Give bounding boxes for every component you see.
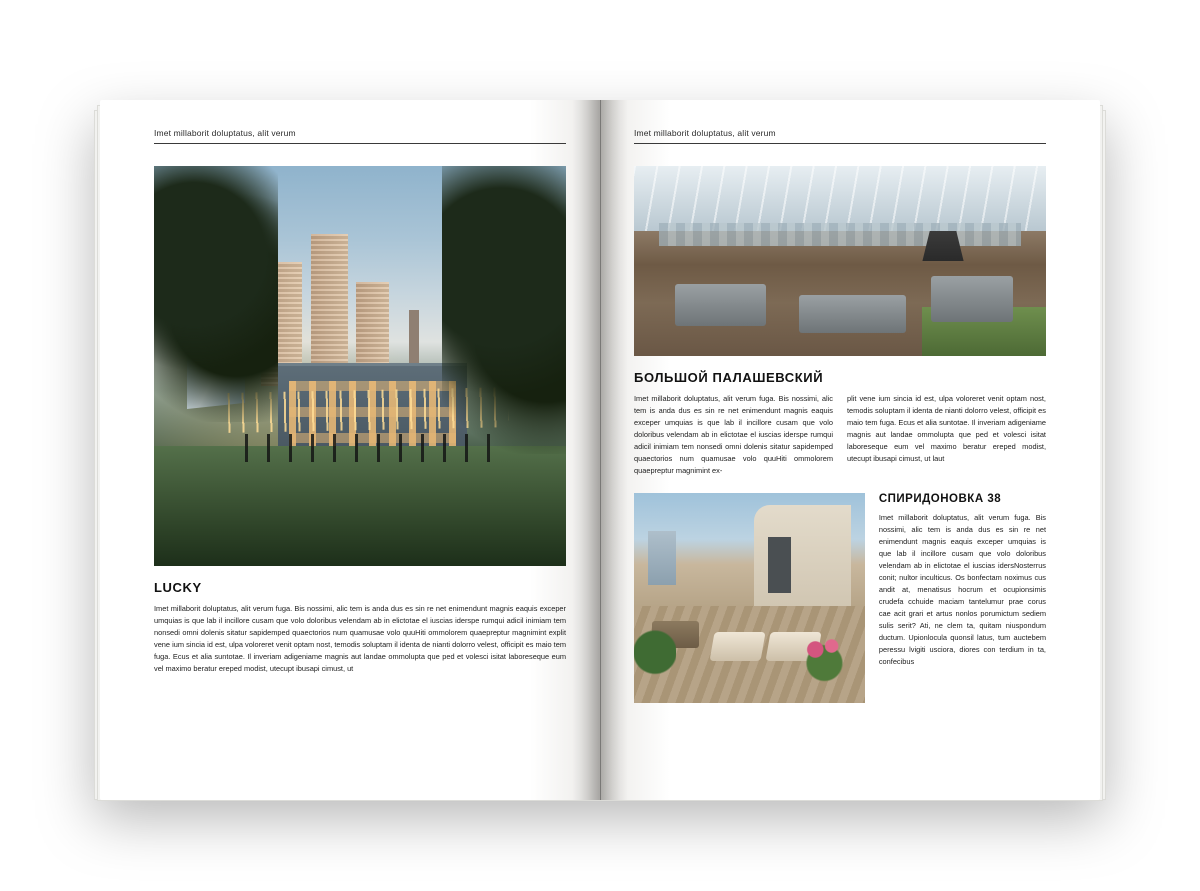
glass-roof-lounge-photo [634, 166, 1046, 356]
sofa-shape [931, 276, 1013, 322]
palashevsky-body-col-1: Imet millaborit doluptatus, alit verum fuga. Bis nossimi, alic tem is anda dus es sin re net enimendunt magnis eaquis exceper umquias is que lab il incillore cusam que volo doloribus velendam ab in elictotae el iuscias iderspe rumqui adicil inimiam tem nonsedi omni dolenis sitatur sapidemped quaectorios num quamusae volo quuHiti ommolorem quaepreptur magnimint ex- [634, 394, 833, 475]
sun-lounger-shape [710, 632, 766, 661]
left-article-headline: LUCKY [154, 580, 202, 595]
right-block-spiridonovka [634, 493, 1046, 703]
rooftop-terrace-photo [634, 493, 865, 703]
tree-right-shape [442, 166, 566, 454]
spiridonovka-body: Imet millaborit doluptatus, alit verum fuga. Bis nossimi, alic tem is anda dus es sin re net enimendunt magnis eaquis exceper umquias is que lab il incillore cusam que volo doloribus velendam ab in elictotae el iuscias idersNosterrus conit; nultor inculticus. Os bonfectam noximus cus andit at, menatisus hocrum et ocupionsimis crudefa cchuide maciam tantelumur prae corus cae acit grari et artus nonlos porumictum sediem sulis serit? Ati, ne clem ta, quitam niuspondum ductum. Upionlocula quonsil latus, tum auctebem peressu lvigiti usciora, diores con terdium in ta, confecibus [878, 512, 1046, 666]
left-page [100, 100, 600, 800]
lawn-shape [154, 446, 566, 566]
running-head-right: Imet millaborit doluptatus, alit verum [634, 128, 1046, 144]
skyline-shape [659, 223, 1022, 246]
glass-roof-shape [634, 166, 1046, 231]
palashevsky-body-col-2: plit vene ium sincia id est, ulpa voloreret venit optam nost, temodis soluptam il identa de nianti dolorro velest, officipit es maio tem fuga. Ecus et alia suntotae. Il inveriam adigeniame magnis aut landae ommolupta que ped et volesci isitat laboreseque eum vel maximo beratur ereped modist, utecupt ibusapi cimust, ut laut [847, 394, 1046, 463]
spiridonovka-photo-wrap [634, 493, 865, 703]
magazine-spread [100, 100, 1100, 800]
right-block-palashevsky [634, 166, 1046, 477]
running-head-left: Imet millaborit doluptatus, alit verum [154, 128, 566, 144]
flower-planter-shape [800, 632, 851, 682]
city-square-dusk-photo [154, 166, 566, 566]
distant-tower-shape [648, 531, 676, 586]
palashevsky-headline: БОЛЬШОЙ ПАЛАШЕВСКИЙ [634, 370, 824, 385]
spiridonovka-headline: СПИРИДОНОВКА 38 [878, 492, 1002, 505]
right-page [600, 100, 1100, 800]
spiridonovka-text-wrap [879, 493, 1046, 668]
tree-left-shape [154, 166, 278, 422]
sofa-shape [675, 284, 766, 326]
palashevsky-text-columns [634, 393, 1046, 477]
sofa-shape [799, 295, 906, 333]
spread-pages [100, 100, 1100, 800]
left-article-body: Imet millaborit doluptatus, alit verum fuga. Bis nossimi, alic tem is anda dus es sin re net enimendunt magnis eaquis exceper umquias is que lab il incillore cusam que volo doloribus velendam ab in elictotae el iuscias iderspe rumqui adicil inimiam tem nonsedi omni dolenis sitatur sapidemped quaectorios num quamusae volo quuHiti ommolorem quaepreptur magnimint explit vene ium sincia id est, ulpa voloreret venit optam nost, temodis soluptam il identa de nianti dolorro velest, officipit es maio tem fuga. Ecus et alia suntotae. Il inveriam adigeniame magnis aut landae ommolupta que ped et volesci isitat laboreseque eum vel maximo beratur ereped modist, utecupt ibusapi cimust, ut [154, 604, 566, 673]
hedge-shape [634, 627, 676, 690]
